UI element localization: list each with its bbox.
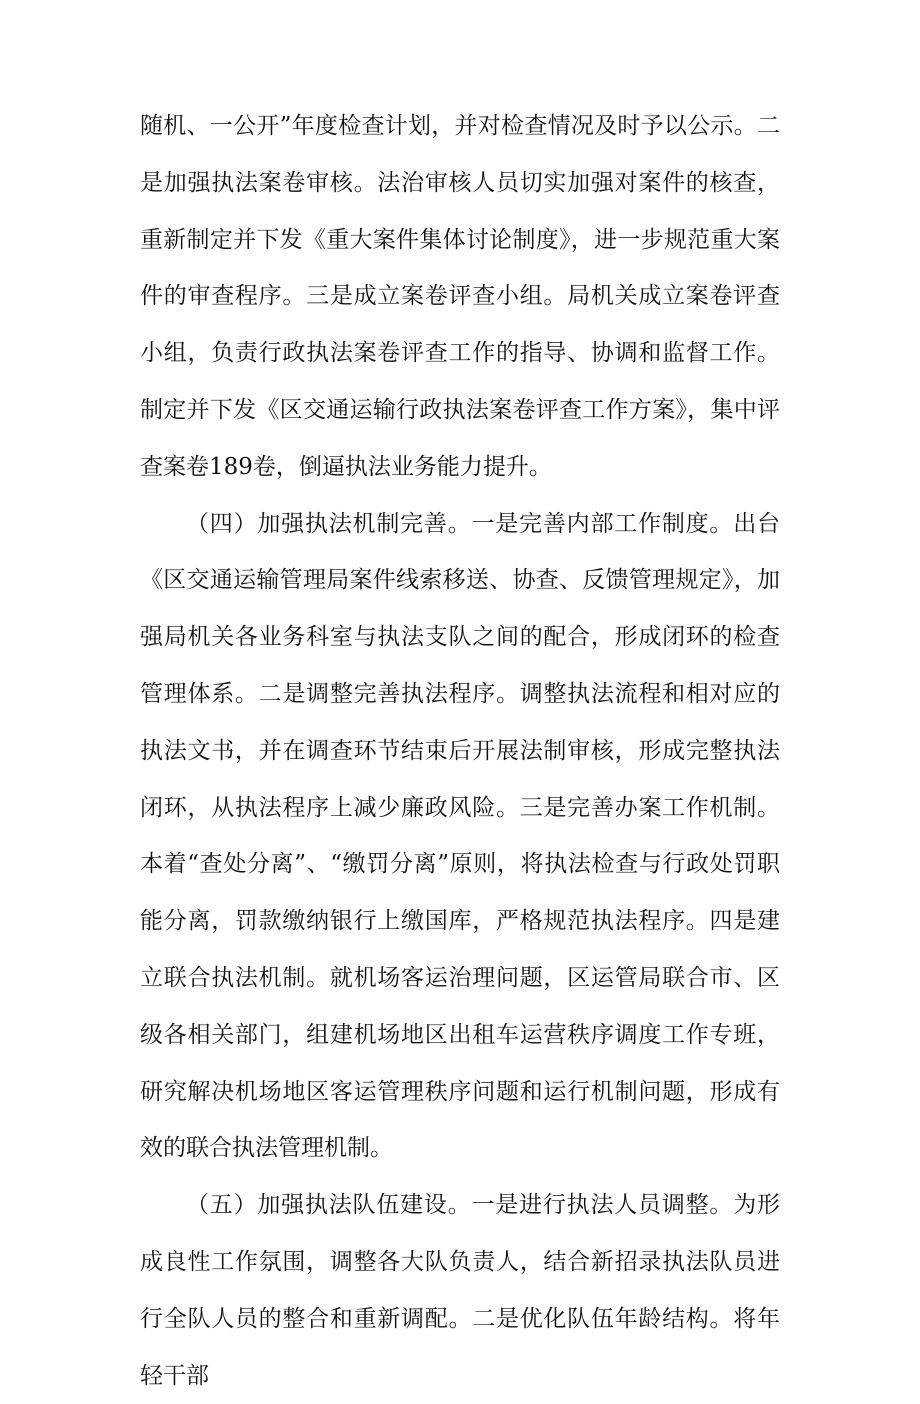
paragraph-section-four: （四）加强执法机制完善。一是完善内部工作制度。出台《区交通运输管理局案件线索移送、协查、反馈管理规定》，加强局机关各业务科室与执法支队之间的配合，形成闭环的检查管理体系。二是调整完善执法程序。调整执法流程和相对应的执法文书，并在调查环节结束后开展法制审核，形成完整执法闭环，从执法程序上减少廉政风险。三是完善办案工作机制。本着“查处分离”、“缴罚分离”原则，将执法检查与行政处罚职能分离，罚款缴纳银行上缴国库，严格规范执法程序。四是建立联合执法机制。就机场客运治理问题，区运管局联合市、区级各相关部门，组建机场地区出租车运营秩序调度工作专班，研究解决机场地区客运管理秩序问题和运行机制问题，形成有效的联合执法管理机制。 bbox=[140, 510, 780, 1162]
document-body bbox=[140, 98, 780, 1404]
paragraph-section-five: （五）加强执法队伍建设。一是进行执法人员调整。为形成良性工作氛围，调整各大队负责人，结合新招录执法队员进行全队人员的整合和重新调配。二是优化队伍年龄结构。将年轻干部 bbox=[140, 1192, 780, 1389]
paragraph-continuation: 随机、一公开”年度检查计划，并对检查情况及时予以公示。二是加强执法案卷审核。法治审核人员切实加强对案件的核查，重新制定并下发《重大案件集体讨论制度》，进一步规范重大案件的审查程序。三是成立案卷评查小组。局机关成立案卷评查小组，负责行政执法案卷评查工作的指导、协调和监督工作。制定并下发《区交通运输行政执法案卷评查工作方案》，集中评查案卷189卷，倒逼执法业务能力提升。 bbox=[140, 113, 780, 480]
